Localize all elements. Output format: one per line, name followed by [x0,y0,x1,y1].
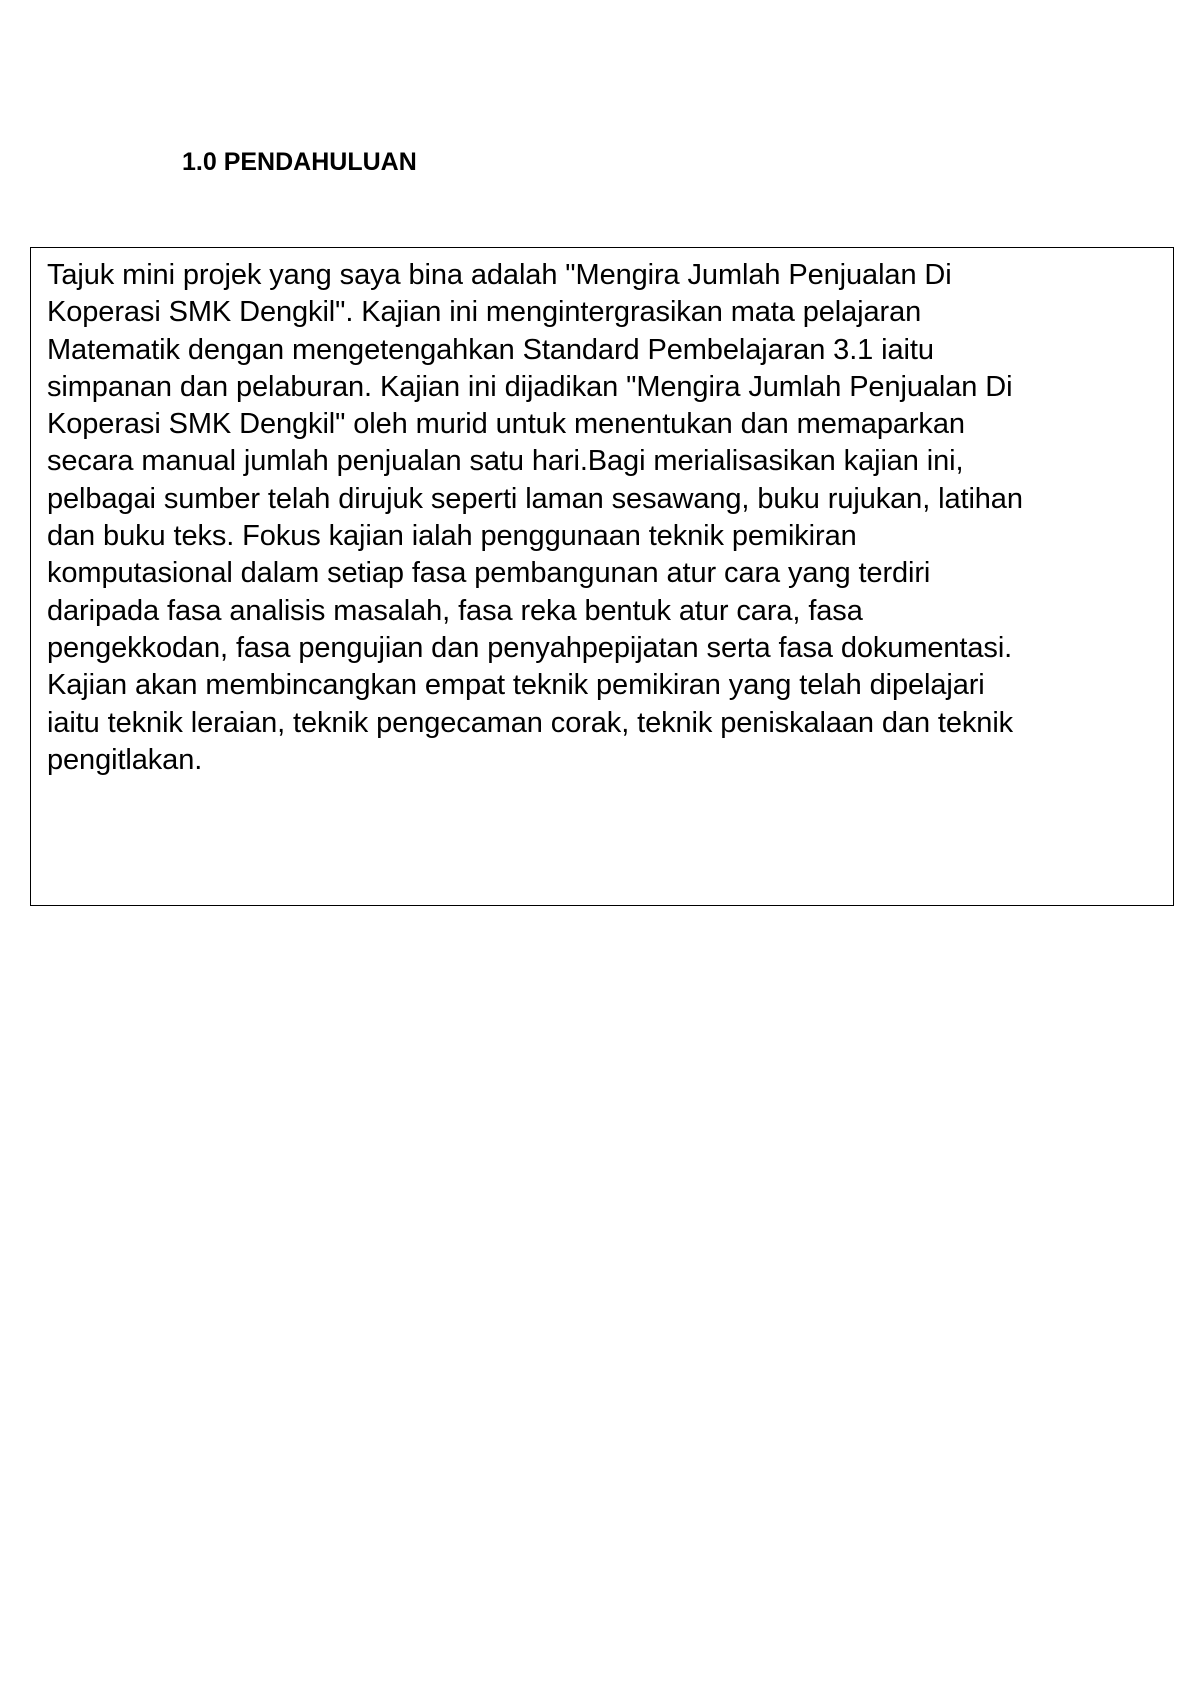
paragraph-line: secara manual jumlah penjualan satu hari.Bagi merialisasikan kajian ini, [47,445,964,478]
paragraph-line: Kajian akan membincangkan empat teknik pemikiran yang telah dipelajari [47,669,985,702]
paragraph-line: iaitu teknik leraian, teknik pengecaman corak, teknik peniskalaan dan teknik [47,706,1014,739]
paragraph-line: komputasional dalam setiap fasa pembangunan atur cara yang terdiri [47,557,931,590]
introduction-textbox [30,247,1174,906]
paragraph-line: pengitlakan. [47,743,203,776]
paragraph-line: pengekkodan, fasa pengujian dan penyahpepijatan serta fasa dokumentasi. [47,631,1013,664]
paragraph-line: Koperasi SMK Dengkil" oleh murid untuk menentukan dan memaparkan [47,408,965,441]
paragraph-line: dan buku teks. Fokus kajian ialah penggunaan teknik pemikiran [47,520,857,553]
paragraph-line: daripada fasa analisis masalah, fasa reka bentuk atur cara, fasa [47,594,863,627]
paragraph-line: Tajuk mini projek yang saya bina adalah "Mengira Jumlah Penjualan Di [47,259,952,291]
paragraph-line: Matematik dengan mengetengahkan Standard Pembelajaran 3.1 iaitu [47,333,934,366]
paragraph-line: simpanan dan pelaburan. Kajian ini dijadikan "Mengira Jumlah Penjualan Di [47,370,1013,403]
section-heading: 1.0 PENDAHULUAN [182,148,417,176]
paragraph-line: pelbagai sumber telah dirujuk seperti laman sesawang, buku rujukan, latihan [47,482,1023,515]
paragraph-line: Koperasi SMK Dengkil". Kajian ini mengintergrasikan mata pelajaran [47,296,922,329]
